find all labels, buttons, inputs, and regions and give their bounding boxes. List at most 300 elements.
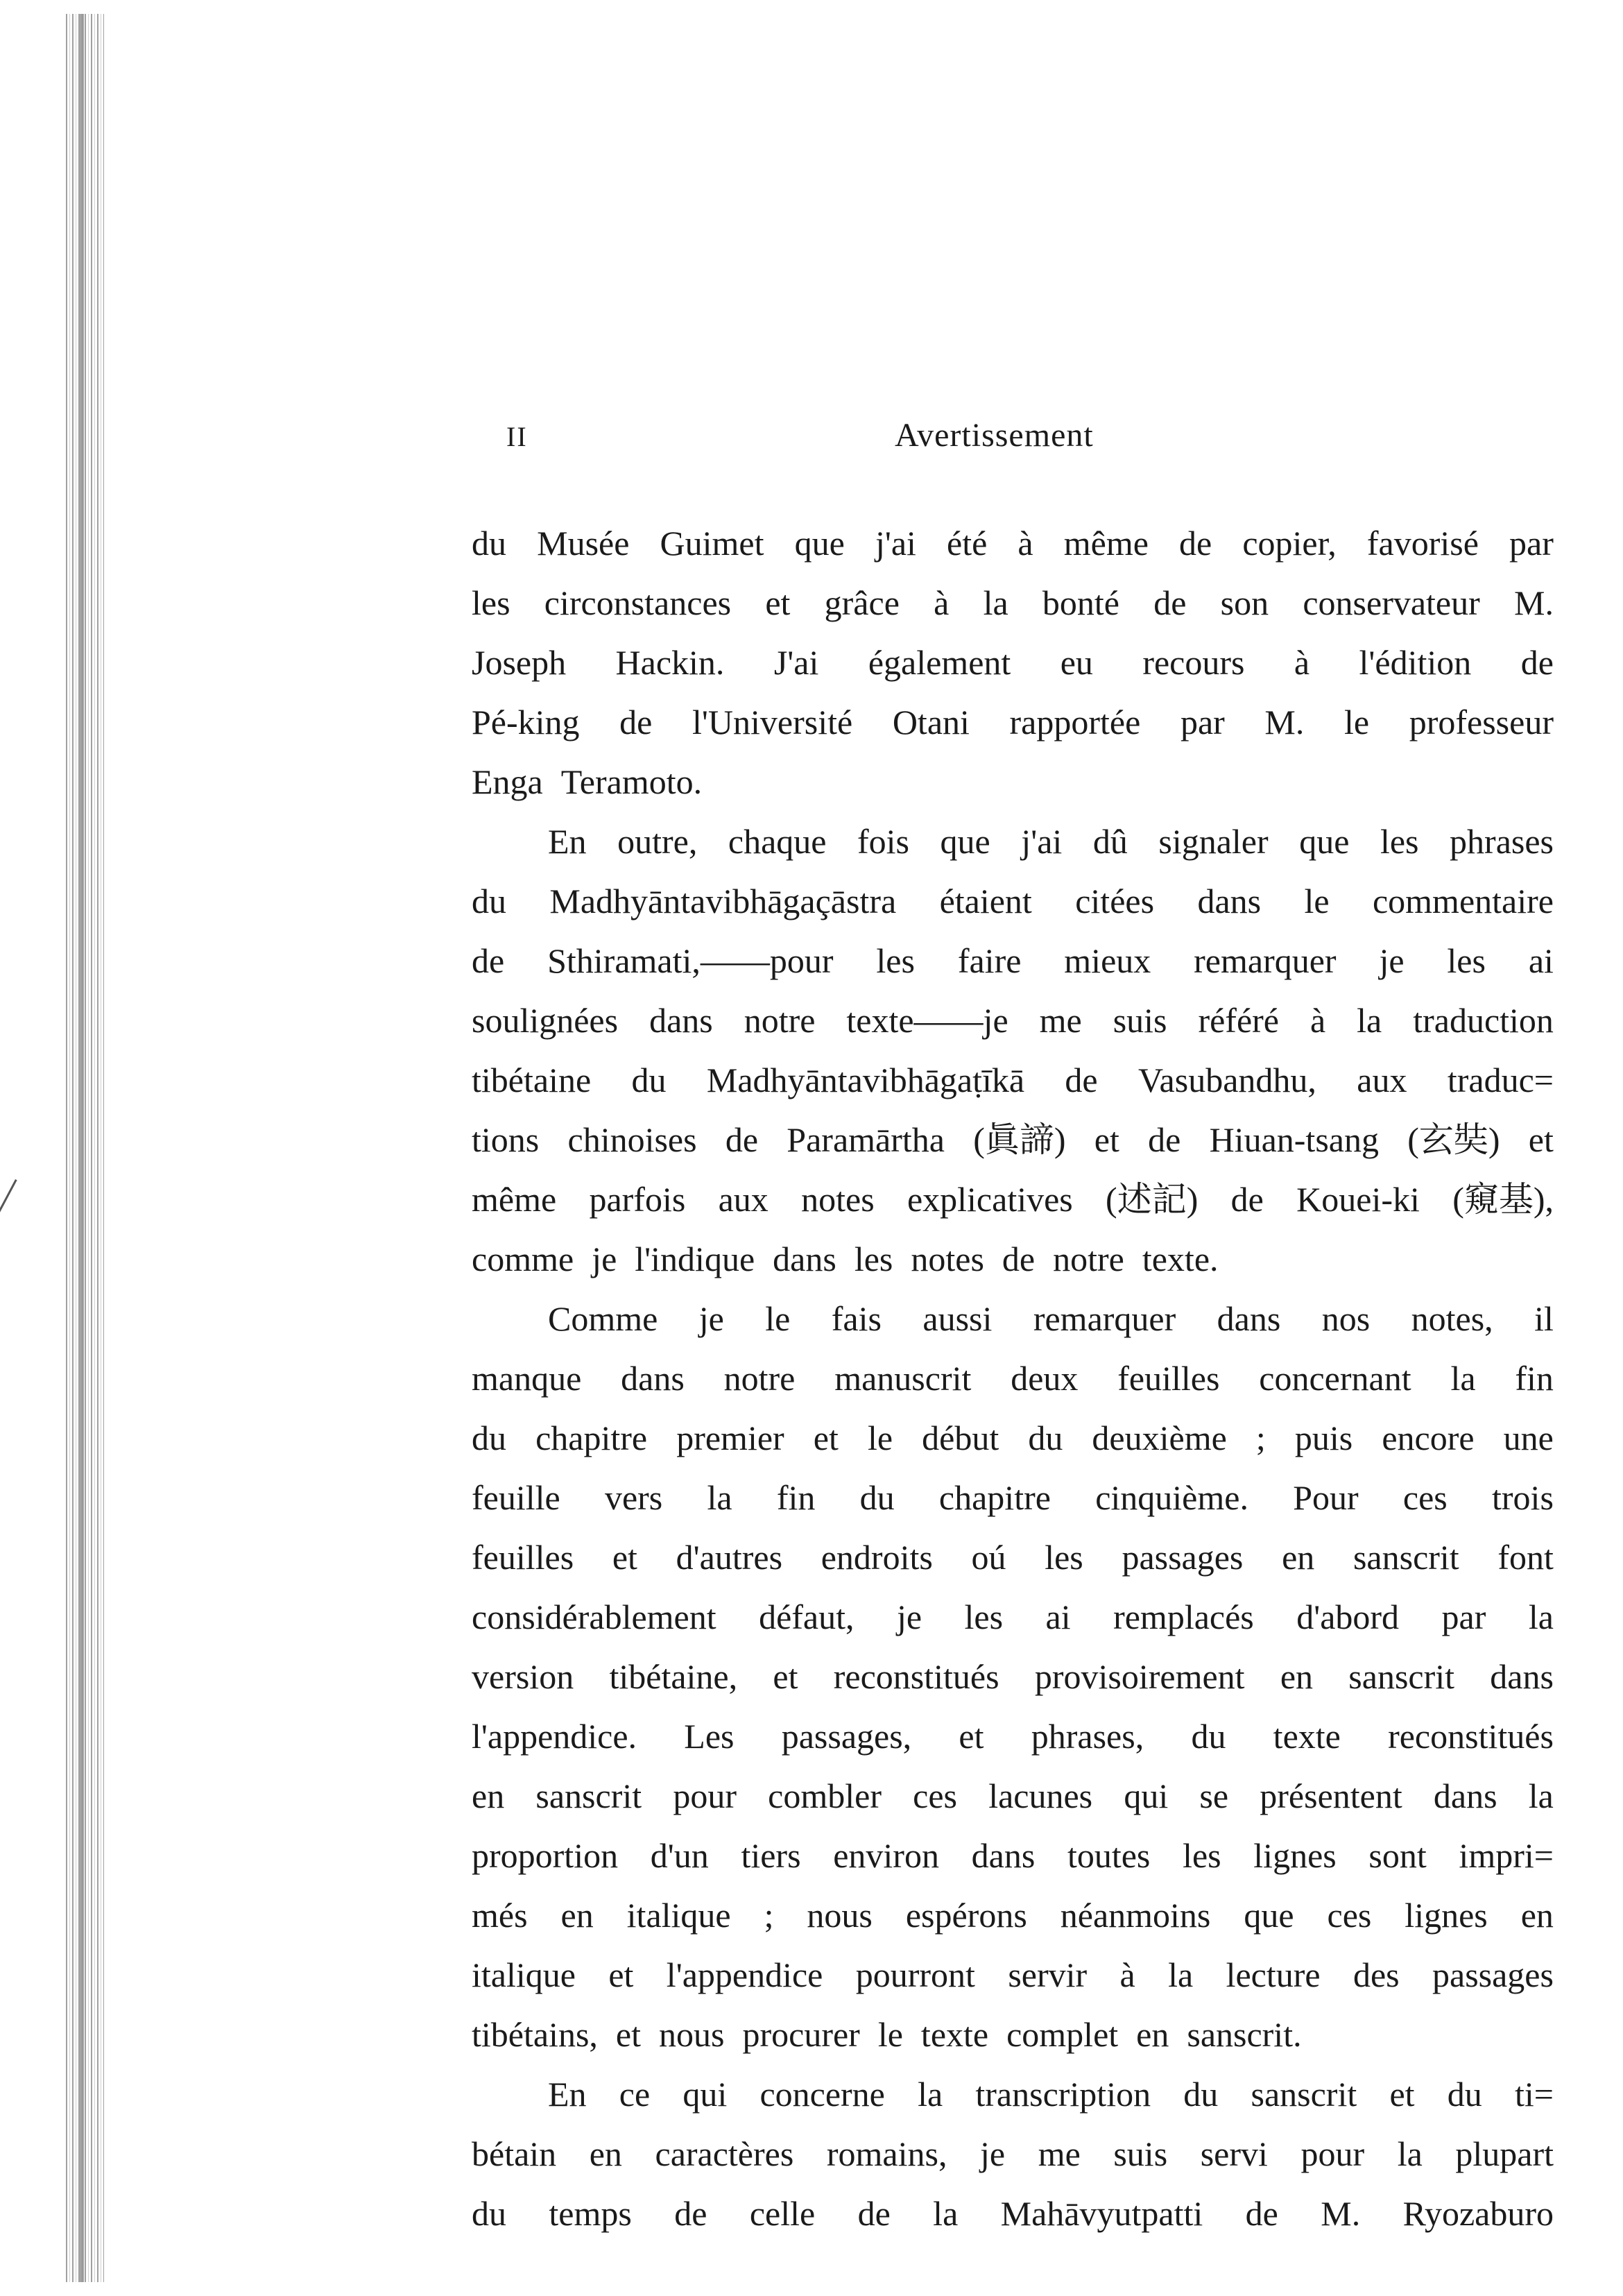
word: son <box>1220 583 1269 622</box>
word: bétain <box>472 2134 557 2173</box>
text-line <box>472 931 1554 991</box>
word: dans <box>621 1359 685 1398</box>
word: par <box>1180 703 1225 742</box>
word: notre <box>1053 1240 1124 1278</box>
word: eu <box>1060 643 1093 682</box>
word: ; <box>1255 1419 1266 1457</box>
word: le <box>1344 703 1370 742</box>
word: présentent <box>1260 1776 1402 1815</box>
word: suis <box>1113 1001 1167 1040</box>
word: du <box>472 882 506 920</box>
word: parfois <box>589 1180 686 1219</box>
word: en <box>589 2134 622 2173</box>
word: oú <box>971 1538 1006 1577</box>
word: toutes <box>1067 1836 1151 1875</box>
word: la <box>1357 1001 1382 1040</box>
word: puis <box>1294 1419 1353 1457</box>
word: notre <box>723 1359 796 1398</box>
text-line <box>472 752 1554 812</box>
word: feuilles <box>472 1538 574 1577</box>
word: je <box>896 1597 922 1636</box>
word: tibétains, <box>472 2015 598 2054</box>
word: nos <box>1321 1299 1371 1338</box>
text-line <box>472 2184 1554 2243</box>
word: tibétaine <box>472 1061 592 1099</box>
word: (述記) <box>1106 1180 1199 1219</box>
word: comme <box>472 1240 574 1278</box>
word: passages, <box>781 1717 912 1756</box>
text-line <box>472 1885 1554 1945</box>
word: Enga <box>472 762 543 801</box>
word: les <box>472 583 510 622</box>
word: conservateur <box>1303 583 1480 622</box>
word: l'appendice. <box>472 1717 637 1756</box>
word: que <box>794 524 845 563</box>
word: fin <box>1515 1359 1554 1398</box>
word: Madhyāntavibhāgaçāstra <box>549 882 897 920</box>
word: je <box>1379 941 1405 980</box>
word: tiers <box>741 1836 801 1875</box>
word: de <box>1065 1061 1098 1099</box>
word: explicatives <box>907 1180 1073 1219</box>
word: aussi <box>922 1299 993 1338</box>
word: ai <box>1045 1597 1071 1636</box>
word: suis <box>1113 2134 1168 2173</box>
word: la <box>1168 1955 1194 1994</box>
word: du <box>1028 1419 1063 1457</box>
word: Hackin. <box>615 643 725 682</box>
word: je <box>698 1299 724 1338</box>
word: d'abord <box>1296 1597 1400 1636</box>
word: sanscrit <box>1348 1657 1455 1696</box>
word: Vasubandhu, <box>1137 1061 1316 1099</box>
word: fois <box>857 822 909 861</box>
word: sanscrit. <box>1187 2015 1302 2054</box>
word: mieux <box>1064 941 1151 980</box>
word: complet <box>1006 2015 1119 2054</box>
word: et <box>1389 2075 1415 2114</box>
word: le <box>867 1419 893 1457</box>
word: du <box>631 1061 667 1099</box>
word: font <box>1497 1538 1554 1577</box>
word: et <box>959 1717 984 1756</box>
word: et <box>615 2015 642 2054</box>
text-line <box>472 2005 1554 2064</box>
text-line <box>472 2124 1554 2184</box>
word: citées <box>1075 882 1155 920</box>
word: soulignées <box>472 1001 619 1040</box>
word: proportion <box>472 1836 619 1875</box>
word: passages <box>1432 1955 1554 1994</box>
word: également <box>868 643 1011 682</box>
word: la <box>1528 1597 1554 1636</box>
word: més <box>472 1896 528 1935</box>
word: la <box>1450 1359 1476 1398</box>
word: J'ai <box>773 643 819 682</box>
word: du <box>472 2194 506 2233</box>
word: sanscrit <box>1352 1538 1459 1577</box>
word: j'ai <box>1021 822 1063 861</box>
word: M. <box>1264 703 1305 742</box>
word: manuscrit <box>834 1359 972 1398</box>
word: la <box>933 2194 959 2233</box>
word: remplacés <box>1113 1597 1254 1636</box>
word: concernant <box>1259 1359 1411 1398</box>
word: Comme <box>548 1299 658 1338</box>
word: en <box>1280 1657 1314 1696</box>
word: lignes <box>1405 1896 1488 1935</box>
word: ce <box>619 2075 651 2114</box>
word: en <box>1520 1896 1554 1935</box>
word: tions <box>472 1120 540 1159</box>
header-title: Avertissement <box>895 417 1094 454</box>
word: de <box>619 703 653 742</box>
text-line <box>472 1468 1554 1527</box>
word: Musée <box>537 524 630 563</box>
word: dans <box>971 1836 1036 1875</box>
word: lignes <box>1253 1836 1337 1875</box>
word: aux <box>1357 1061 1407 1099</box>
word: de <box>857 2194 891 2233</box>
word: référé <box>1198 1001 1279 1040</box>
word: la <box>918 2075 943 2114</box>
text-line <box>472 991 1554 1050</box>
word: le <box>765 1299 791 1338</box>
word: la <box>1397 2134 1423 2173</box>
text-line <box>472 1289 1554 1348</box>
word: temps <box>549 2194 632 2233</box>
word: espérons <box>905 1896 1027 1935</box>
word: (眞諦) <box>973 1120 1066 1159</box>
word: notes <box>911 1240 984 1278</box>
word: texte <box>920 2015 989 2054</box>
word: italique <box>472 1955 576 1994</box>
word: passages <box>1122 1538 1244 1577</box>
word: les <box>854 1240 893 1278</box>
word: pourront <box>855 1955 975 1994</box>
word: chaque <box>728 822 827 861</box>
word: par <box>1441 1597 1486 1636</box>
word: les <box>1183 1836 1221 1875</box>
word: Mahāvyutpatti <box>1000 2194 1203 2233</box>
word: Les <box>684 1717 735 1756</box>
word: néanmoins <box>1060 1896 1211 1935</box>
word: En <box>548 2075 587 2114</box>
word: outre, <box>617 822 698 861</box>
word: dans <box>1197 882 1262 920</box>
word: des <box>1352 1955 1400 1994</box>
word: faire <box>957 941 1022 980</box>
word: je <box>980 2134 1006 2173</box>
text-line <box>472 513 1554 573</box>
word: commentaire <box>1372 882 1554 920</box>
text-line <box>472 1527 1554 1587</box>
word: (玄奘) <box>1407 1120 1500 1159</box>
word: manque <box>472 1359 582 1398</box>
word: deuxième <box>1092 1419 1227 1457</box>
word: Pé-king <box>472 703 580 742</box>
text-line <box>472 1408 1554 1468</box>
word: la <box>983 583 1008 622</box>
word: et <box>765 583 791 622</box>
word: il <box>1534 1299 1554 1338</box>
word: en <box>1282 1538 1315 1577</box>
word: l'indique <box>635 1240 755 1278</box>
word: caractères <box>655 2134 794 2173</box>
word: premier <box>676 1419 784 1457</box>
text-line <box>472 692 1554 752</box>
word: je <box>592 1240 617 1278</box>
word: l'édition <box>1359 643 1472 682</box>
word: bonté <box>1042 583 1119 622</box>
word: fais <box>831 1299 882 1338</box>
word: dû <box>1092 822 1128 861</box>
word: romains, <box>826 2134 947 2173</box>
word: lacunes <box>988 1776 1093 1815</box>
word: traduc= <box>1447 1061 1554 1099</box>
word: Pour <box>1293 1478 1359 1517</box>
word: la <box>1528 1776 1554 1815</box>
word: et <box>1094 1120 1119 1159</box>
word: ces <box>1327 1896 1372 1935</box>
word: circonstances <box>544 583 732 622</box>
word: italique <box>626 1896 731 1935</box>
text-line <box>472 633 1554 692</box>
word: dans <box>1490 1657 1554 1696</box>
word: endroits <box>821 1538 933 1577</box>
word: notre <box>744 1001 816 1040</box>
word: nous <box>807 1896 873 1935</box>
word: l'appendice <box>666 1955 823 1994</box>
word: de <box>1179 524 1212 563</box>
word: la <box>707 1478 732 1517</box>
word: et <box>608 1955 634 1994</box>
word: encore <box>1382 1419 1475 1457</box>
word: chinoises <box>567 1120 697 1159</box>
word: notes, <box>1411 1299 1493 1338</box>
text-line <box>472 1229 1554 1289</box>
word: du <box>1191 1717 1226 1756</box>
text-line <box>472 573 1554 633</box>
word: combler <box>768 1776 882 1815</box>
word: texte. <box>1142 1240 1219 1278</box>
word: chapitre <box>938 1478 1051 1517</box>
text-line <box>472 2064 1554 2124</box>
word: et <box>773 1657 798 1696</box>
word: chapitre <box>535 1419 648 1457</box>
word: phrases <box>1450 822 1554 861</box>
word: celle <box>749 2194 816 2233</box>
word: servir <box>1008 1955 1088 1994</box>
word: été <box>947 524 988 563</box>
word: procurer <box>742 2015 860 2054</box>
word: traduction <box>1413 1001 1554 1040</box>
word: signaler <box>1158 822 1269 861</box>
word: du <box>859 1478 895 1517</box>
word: début <box>922 1419 999 1457</box>
word: dans <box>773 1240 836 1278</box>
word: feuilles <box>1117 1359 1220 1398</box>
word: les <box>964 1597 1004 1636</box>
word: dans <box>649 1001 713 1040</box>
word: ai <box>1528 941 1554 980</box>
word: les <box>1447 941 1486 980</box>
word: concerne <box>759 2075 885 2114</box>
word: et <box>813 1419 839 1457</box>
word: Joseph <box>472 643 567 682</box>
word: le <box>1304 882 1330 920</box>
word: en <box>560 1896 594 1935</box>
word: dans <box>1217 1299 1281 1338</box>
word: de <box>1245 2194 1278 2233</box>
word: recours <box>1142 643 1245 682</box>
page-number: II <box>506 421 528 452</box>
text-line <box>472 812 1554 871</box>
word: dans <box>1433 1776 1497 1815</box>
word: les <box>876 941 915 980</box>
word: étaient <box>939 882 1032 920</box>
word: même <box>1063 524 1149 563</box>
word: me <box>1038 2134 1081 2173</box>
text-line <box>472 1766 1554 1826</box>
word: du <box>1183 2075 1219 2114</box>
word: (窺基), <box>1452 1180 1554 1219</box>
word: le <box>877 2015 903 2054</box>
word: même <box>472 1180 557 1219</box>
word: par <box>1509 524 1554 563</box>
word: lecture <box>1226 1955 1321 1994</box>
word: de <box>472 941 505 980</box>
text-line <box>472 871 1554 931</box>
word: phrases, <box>1031 1717 1144 1756</box>
word: copier, <box>1242 524 1337 563</box>
word: qui <box>682 2075 728 2114</box>
word: sanscrit <box>1251 2075 1357 2114</box>
word: les <box>1045 1538 1083 1577</box>
word: Otani <box>892 703 970 742</box>
word: j'ai <box>875 524 916 563</box>
word: Teramoto. <box>560 762 703 801</box>
word: M. <box>1321 2194 1361 2233</box>
word: rapportée <box>1009 703 1141 742</box>
word: Guimet <box>660 524 764 563</box>
body-text <box>472 513 1554 2243</box>
word: aux <box>718 1180 768 1219</box>
word: professeur <box>1409 703 1554 742</box>
word: de <box>1230 1180 1264 1219</box>
word: notes <box>801 1180 875 1219</box>
word: trois <box>1492 1478 1554 1517</box>
word: ; <box>764 1896 774 1935</box>
word: fin <box>776 1478 816 1517</box>
word: environ <box>833 1836 939 1875</box>
word: de <box>1148 1120 1181 1159</box>
word: ces <box>913 1776 958 1815</box>
word: sanscrit <box>535 1776 642 1815</box>
word: se <box>1199 1776 1229 1815</box>
text-line <box>472 1170 1554 1229</box>
word: remarquer <box>1194 941 1337 980</box>
word: d'un <box>650 1836 709 1875</box>
word: de <box>1520 643 1554 682</box>
text-line <box>472 1050 1554 1110</box>
word: de <box>674 2194 707 2233</box>
word: à <box>1017 524 1033 563</box>
text-line <box>472 1110 1554 1170</box>
word: texte <box>1273 1717 1341 1756</box>
word: de <box>1002 1240 1036 1278</box>
word: ces <box>1402 1478 1448 1517</box>
word: défaut, <box>759 1597 855 1636</box>
word: que <box>1244 1896 1294 1935</box>
stray-pen-mark <box>0 1179 17 1229</box>
word: à <box>1119 1955 1135 1994</box>
word: qui <box>1124 1776 1169 1815</box>
word: l'Université <box>692 703 853 742</box>
word: grâce <box>824 583 900 622</box>
binding-edge <box>66 14 104 2282</box>
word: et <box>1528 1120 1554 1159</box>
word: remarquer <box>1033 1299 1176 1338</box>
word: du <box>1447 2075 1482 2114</box>
word: en <box>1136 2015 1169 2054</box>
word: pour <box>1300 2134 1365 2173</box>
word: Paramārtha <box>787 1120 945 1159</box>
word: deux <box>1011 1359 1079 1398</box>
word: Hiuan-tsang <box>1209 1120 1379 1159</box>
word: à <box>1294 643 1310 682</box>
word: Sthiramati,——pour <box>547 941 834 980</box>
word: les <box>1380 822 1419 861</box>
word: reconstitués <box>833 1657 999 1696</box>
word: à <box>1309 1001 1326 1040</box>
word: impri= <box>1459 1836 1554 1875</box>
word: d'autres <box>676 1538 783 1577</box>
word: de <box>725 1120 759 1159</box>
word: reconstitués <box>1388 1717 1554 1756</box>
word: Ryozaburo <box>1402 2194 1554 2233</box>
word: transcription <box>975 2075 1151 2114</box>
text-line <box>472 1826 1554 1885</box>
text-line <box>472 1945 1554 2005</box>
text-line <box>472 1587 1554 1647</box>
word: Madhyāntavibhāgaṭīkā <box>706 1061 1025 1099</box>
text-line <box>472 1706 1554 1766</box>
word: du <box>472 524 506 563</box>
word: ti= <box>1514 2075 1554 2114</box>
word: sont <box>1368 1836 1427 1875</box>
word: que <box>940 822 990 861</box>
word: feuille <box>472 1478 560 1517</box>
word: provisoirement <box>1034 1657 1245 1696</box>
word: à <box>934 583 950 622</box>
word: nous <box>659 2015 725 2054</box>
word: En <box>548 822 587 861</box>
word: et <box>612 1538 637 1577</box>
word: considérablement <box>472 1597 716 1636</box>
word: M. <box>1514 583 1554 622</box>
word: une <box>1503 1419 1554 1457</box>
text-line <box>472 1348 1554 1408</box>
word: cinquième. <box>1095 1478 1248 1517</box>
word: version <box>472 1657 574 1696</box>
word: plupart <box>1455 2134 1554 2173</box>
word: me <box>1039 1001 1082 1040</box>
word: vers <box>604 1478 663 1517</box>
text-line <box>472 1647 1554 1706</box>
word: en <box>472 1776 505 1815</box>
word: texte——je <box>846 1001 1008 1040</box>
